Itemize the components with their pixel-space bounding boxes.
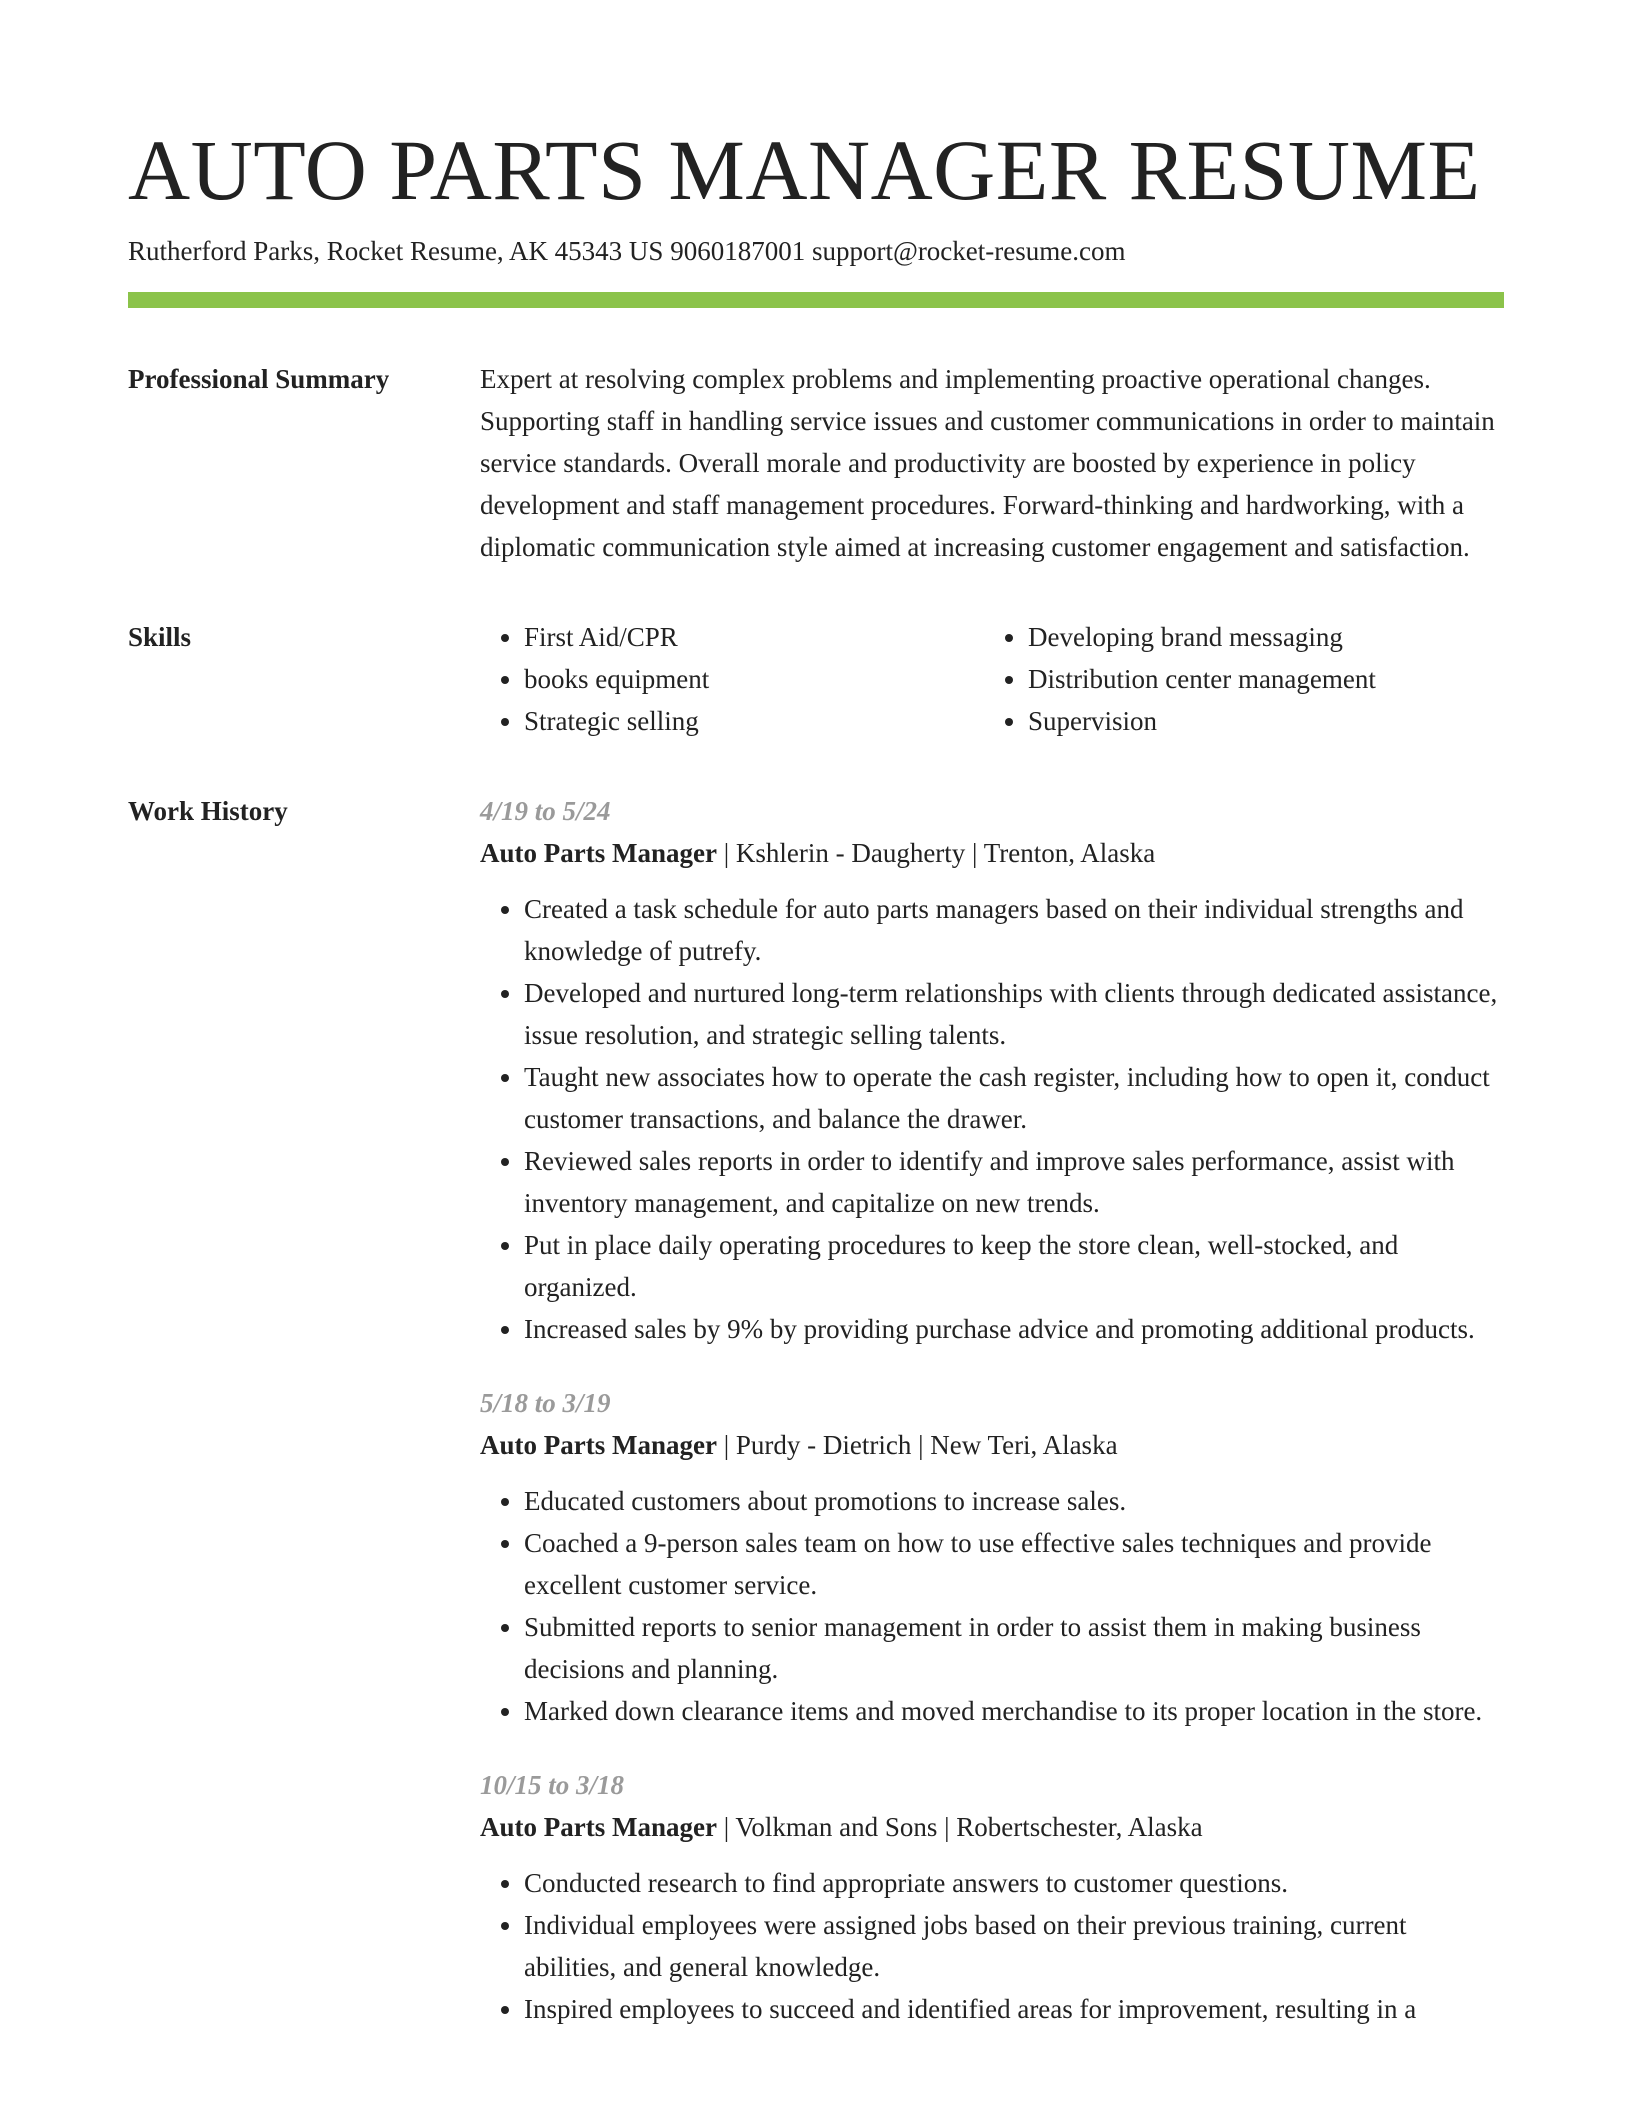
- job-company: Purdy - Dietrich: [735, 1430, 912, 1460]
- header-divider: [128, 292, 1504, 308]
- job-entry: [480, 790, 1504, 1350]
- skill-item: • Distribution center management: [1028, 658, 1504, 700]
- summary-section: [128, 358, 1504, 568]
- job-location: New Teri, Alaska: [930, 1430, 1118, 1460]
- job-bullet: • Coached a 9-person sales team on how to use effective sales techniques and provide excellent customer service.: [524, 1522, 1504, 1606]
- job-location: Trenton, Alaska: [983, 838, 1156, 868]
- job-heading: [480, 1806, 1504, 1848]
- skills-grid: [480, 616, 1504, 742]
- job-bullet: • Created a task schedule for auto parts managers based on their individual strengths and knowledge of putrefy.: [524, 888, 1504, 972]
- job-title: Auto Parts Manager: [480, 1430, 717, 1460]
- job-title: Auto Parts Manager: [480, 1812, 717, 1842]
- contact-line: Rutherford Parks, Rocket Resume, AK 45343 US 9060187001 support@rocket-resume.com: [128, 236, 1126, 266]
- skills-list-left: [480, 616, 984, 742]
- section-label-work: Work History: [128, 796, 288, 826]
- skill-item: • Supervision: [1028, 700, 1504, 742]
- job-bullet: • Developed and nurtured long-term relationships with clients through dedicated assistance, issue resolution, and strategic selling talents.: [524, 972, 1504, 1056]
- separator: |: [965, 838, 984, 868]
- work-history-section: [128, 790, 1504, 2062]
- job-bullet: • Inspired employees to succeed and identified areas for improvement, resulting in a: [524, 1988, 1504, 2030]
- job-entry: [480, 1382, 1504, 1732]
- job-dates: 4/19 to 5/24: [480, 796, 611, 826]
- separator: |: [937, 1812, 957, 1842]
- skill-item: • First Aid/CPR: [524, 616, 984, 658]
- job-location: Robertschester, Alaska: [956, 1812, 1203, 1842]
- job-bullet: • Conducted research to find appropriate answers to customer questions.: [524, 1862, 1504, 1904]
- summary-text: Expert at resolving complex problems and implementing proactive operational changes. Supporting staff in handling service issues and customer communications in order to maintain service standards. Overall morale and productivity are boosted by experience in policy development and staff management procedures. Forward-thinking and hardworking, with a diplomatic communication style aimed at increasing customer engagement and satisfaction.: [480, 364, 1495, 562]
- separator: |: [716, 838, 736, 868]
- job-bullet: • Submitted reports to senior management in order to assist them in making business decisions and planning.: [524, 1606, 1504, 1690]
- job-dates: 5/18 to 3/19: [480, 1388, 611, 1418]
- resume-title: AUTO PARTS MANAGER RESUME: [128, 122, 1481, 218]
- separator: |: [716, 1812, 736, 1842]
- resume-page: [128, 0, 1504, 2062]
- skills-list-right: [984, 616, 1504, 742]
- job-bullet: • Put in place daily operating procedures to keep the store clean, well-stocked, and organized.: [524, 1224, 1504, 1308]
- separator: |: [716, 1430, 736, 1460]
- job-title: Auto Parts Manager: [480, 838, 717, 868]
- job-bullet: • Taught new associates how to operate the cash register, including how to open it, conduct customer transactions, and balance the drawer.: [524, 1056, 1504, 1140]
- job-bullet: • Increased sales by 9% by providing purchase advice and promoting additional products.: [524, 1308, 1504, 1350]
- section-label-skills: Skills: [128, 622, 192, 652]
- job-bullets: [480, 1480, 1504, 1732]
- skill-item: • Developing brand messaging: [1028, 616, 1504, 658]
- job-heading: [480, 1424, 1504, 1466]
- job-entry: [480, 1764, 1504, 2030]
- job-bullets: [480, 1862, 1504, 2030]
- job-bullet: • Educated customers about promotions to increase sales.: [524, 1480, 1504, 1522]
- job-company: Kshlerin - Daugherty: [735, 838, 966, 868]
- job-company: Volkman and Sons: [735, 1812, 938, 1842]
- job-bullet: • Reviewed sales reports in order to identify and improve sales performance, assist with inventory management, and capitalize on new trends.: [524, 1140, 1504, 1224]
- job-dates: 10/15 to 3/18: [480, 1770, 625, 1800]
- separator: |: [911, 1430, 931, 1460]
- job-bullets: [480, 888, 1504, 1350]
- job-heading: [480, 832, 1504, 874]
- job-bullet: • Marked down clearance items and moved merchandise to its proper location in the store.: [524, 1690, 1504, 1732]
- skills-section: [128, 616, 1504, 742]
- skill-item: • Strategic selling: [524, 700, 984, 742]
- skill-item: • books equipment: [524, 658, 984, 700]
- section-label-summary: Professional Summary: [128, 364, 390, 394]
- job-bullet: • Individual employees were assigned jobs based on their previous training, current abilities, and general knowledge.: [524, 1904, 1504, 1988]
